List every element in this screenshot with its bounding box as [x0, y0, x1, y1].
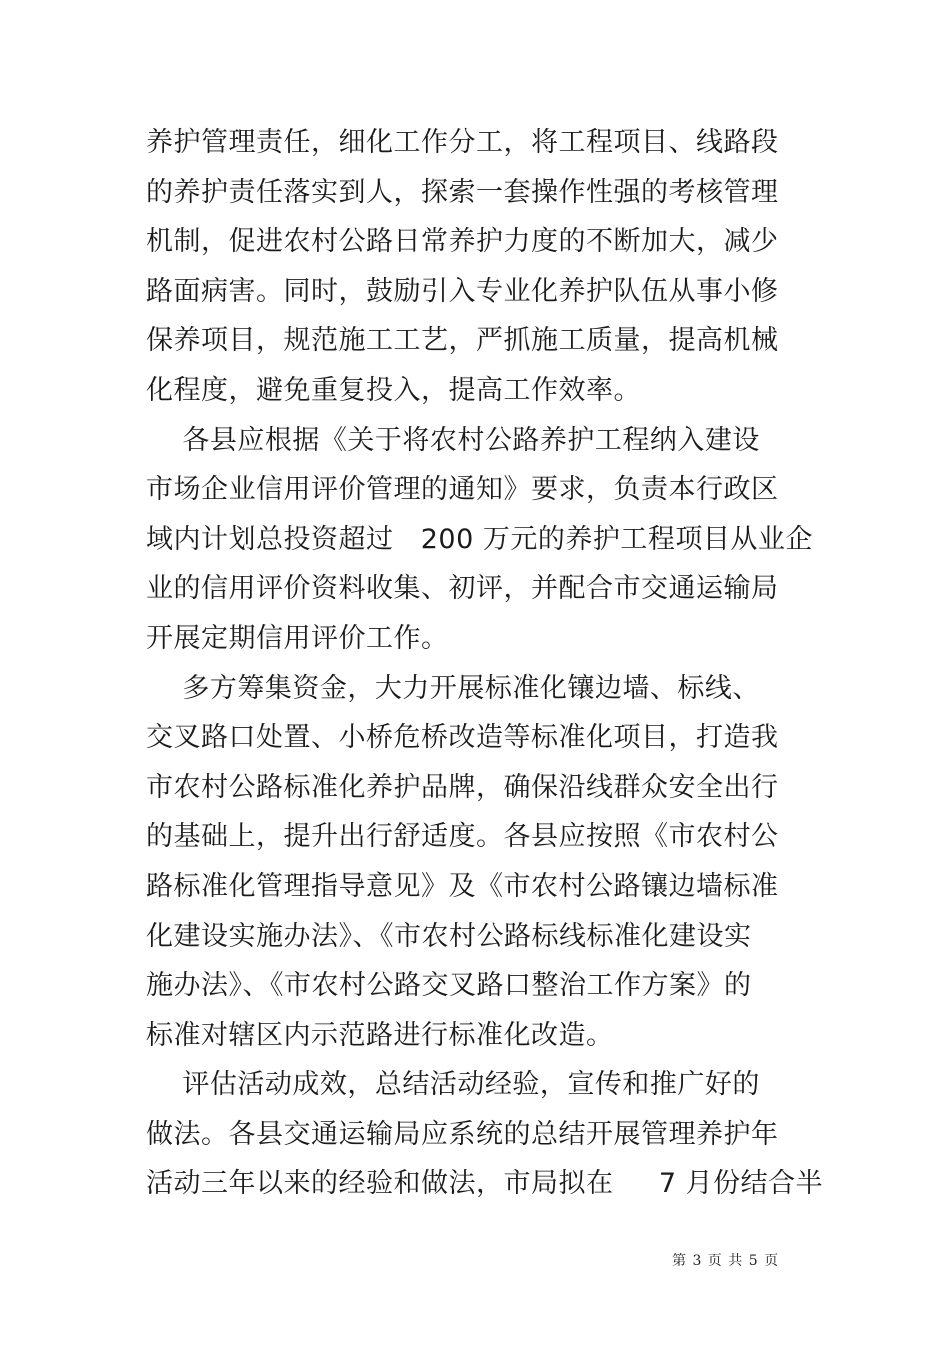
text-line: 活动三年以来的经验和做法，市局拟在 7 月份结合半: [146, 1168, 824, 1200]
text-line: 开展定期信用评价工作。: [146, 622, 449, 654]
text-line: 的基础上，提升出行舒适度。各县应按照《市农村公: [146, 821, 779, 853]
text-line: 市农村公路标准化养护品牌，确保沿线群众安全出行: [146, 771, 779, 803]
text-line: 施办法》、《市农村公路交叉路口整治工作方案》的: [146, 970, 752, 1002]
text-line: 机制，促进农村公路日常养护力度的不断加大，减少: [146, 226, 779, 258]
text-line: 域内计划总投资超过 200 万元的养护工程项目从业企: [146, 523, 813, 555]
body-text: [146, 118, 826, 1209]
text-line: 市场企业信用评价管理的通知》要求，负责本行政区: [146, 474, 779, 506]
text-line: 化程度，避免重复投入，提高工作效率。: [146, 374, 641, 406]
text-line: 路面病害。同时，鼓励引入专业化养护队伍从事小修: [146, 275, 779, 307]
text-line: 的养护责任落实到人，探索一套操作性强的考核管理: [146, 176, 779, 208]
text-line: 各县应根据《关于将农村公路养护工程纳入建设: [146, 424, 760, 456]
page-number-footer: 第 3 页 共 5 页: [672, 1253, 780, 1269]
text-line: 化建设实施办法》、《市农村公路标线标准化建设实: [146, 920, 752, 952]
text-line: 多方筹集资金，大力开展标准化镶边墙、标线、: [146, 672, 760, 704]
text-line: 交叉路口处置、小桥危桥改造等标准化项目，打造我: [146, 722, 779, 754]
text-line: 评估活动成效，总结活动经验，宣传和推广好的: [146, 1069, 760, 1101]
text-line: 做法。各县交通运输局应系统的总结开展管理养护年: [146, 1118, 779, 1150]
text-line: 业的信用评价资料收集、初评，并配合市交通运输局: [146, 573, 779, 605]
text-line: 标准对辖区内示范路进行标准化改造。: [146, 1019, 614, 1051]
text-line: 养护管理责任，细化工作分工，将工程项目、线路段: [146, 127, 779, 158]
text-line: 保养项目，规范施工工艺，严抓施工质量，提高机械: [146, 325, 779, 357]
text-line: 路标准化管理指导意见》及《市农村公路镶边墙标准: [146, 870, 779, 902]
